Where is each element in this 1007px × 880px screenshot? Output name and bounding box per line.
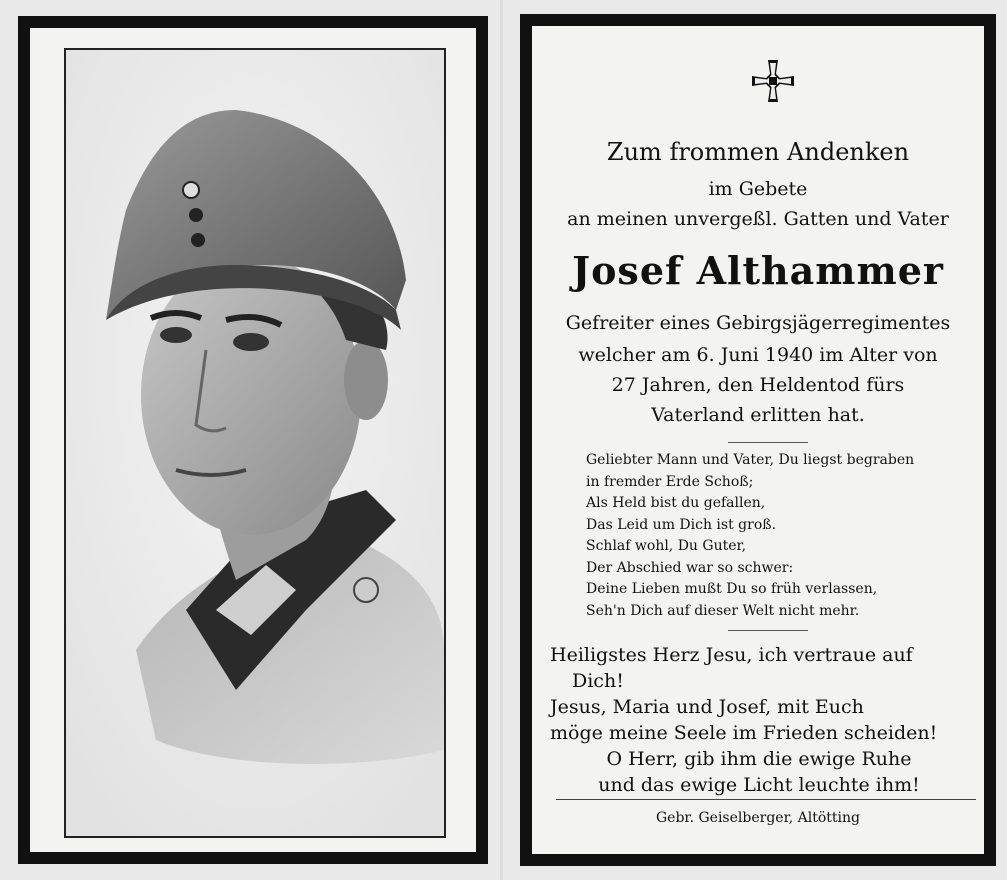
prayer-text: und das ewige Licht leuchte ihm!	[598, 774, 920, 796]
poem-line: Geliebter Mann und Vater, Du liegst begraben	[586, 452, 915, 468]
text-frame	[520, 14, 996, 866]
prayer-text: Dich!	[572, 670, 624, 692]
poem-line: Seh'n Dich auf dieser Welt nicht mehr.	[586, 602, 860, 619]
divider	[728, 630, 808, 631]
prayer-text: O Herr, gib ihm die ewige Ruhe	[606, 748, 912, 770]
age-line: 27 Jahren, den Heldentod fürs	[611, 374, 905, 396]
prayer-text: möge meine Seele im Frieden scheiden!	[550, 722, 938, 744]
poem-line: Das Leid um Dich ist groß.	[586, 516, 777, 533]
poem-line: in fremder Erde Schoß;	[586, 473, 754, 490]
deceased-name: Josef Althammer	[572, 248, 944, 293]
prayer-text: Heiligstes Herz Jesu, ich vertraue auf	[550, 644, 913, 666]
prayer-line: im Gebete	[708, 178, 808, 200]
right-panel	[503, 0, 1007, 880]
divider	[728, 442, 808, 443]
rank-line: Gefreiter eines Gebirgsjägerregimentes	[565, 312, 951, 334]
dedication-line: an meinen unvergeßl. Gatten und Vater	[567, 208, 949, 230]
poem-line: Als Held bist du gefallen,	[586, 495, 766, 511]
memorial-heading: Zum frommen Andenken	[606, 138, 910, 166]
left-panel	[0, 0, 500, 880]
vaterland-line: Vaterland erlitten hat.	[651, 404, 865, 426]
poem-line: Schlaf wohl, Du Guter,	[586, 538, 747, 554]
portrait-illustration	[66, 50, 444, 836]
soldier-portrait-photo	[64, 48, 446, 838]
iron-cross-icon	[750, 58, 796, 104]
poem-line: Deine Lieben mußt Du so früh verlassen,	[586, 581, 878, 597]
poem	[586, 450, 966, 622]
prayers	[550, 642, 968, 798]
date-line: welcher am 6. Juni 1940 im Alter von	[578, 344, 938, 366]
photo-frame	[18, 16, 488, 864]
divider	[556, 799, 976, 800]
prayer-text: Jesus, Maria und Josef, mit Euch	[550, 696, 864, 718]
poem-line: Der Abschied war so schwer:	[586, 559, 794, 576]
printer-credit: Gebr. Geiselberger, Altötting	[656, 810, 860, 826]
